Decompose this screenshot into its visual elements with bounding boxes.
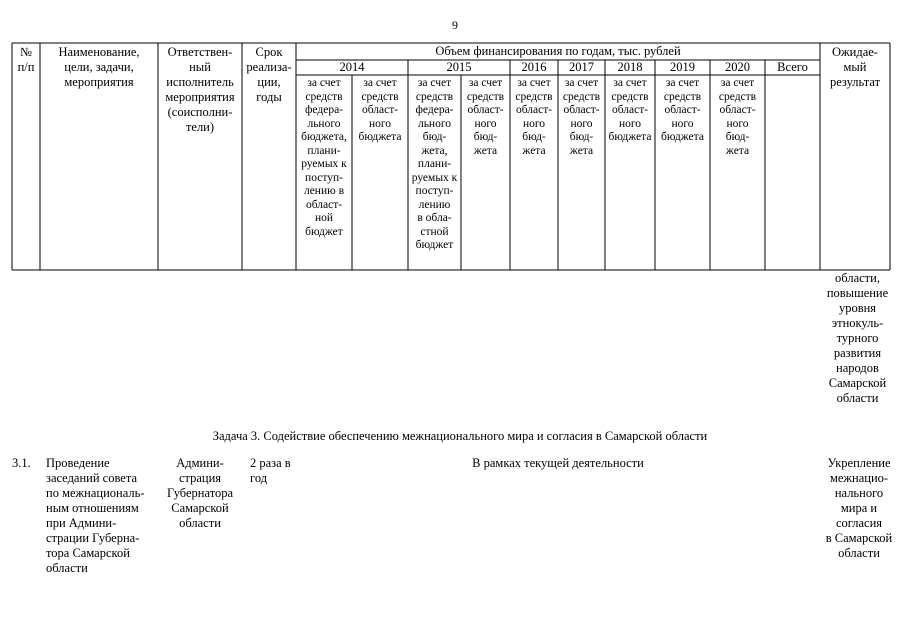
row-responsible: Админи- страция Губернатора Самарской области [166, 456, 234, 530]
sub-2016-regional: за счет средств област- ного бюд- жета [515, 77, 553, 157]
header-funding: Объем финансирования по годам, тыс. рублей [435, 44, 681, 58]
year-2014: 2014 [339, 60, 365, 74]
header-responsible: Ответствен- ный исполнитель мероприятия (соисполни- тели) [165, 45, 235, 134]
year-2015: 2015 [446, 60, 472, 74]
row-number: 3.1. [12, 456, 31, 470]
sub-2015-federal: за счет средств федера- льного бюд- жета, плани- руемых к поступ- лению в обла- стной бюджет [411, 77, 458, 251]
sub-2019-regional: за счет средств област- ного бюджета [661, 77, 704, 143]
page-number: 9 [452, 18, 458, 32]
header-term: Срок реализа- ции, годы [246, 45, 292, 104]
sub-2014-federal: за счет средств федера- льного бюджета, плани- руемых к поступ- лению в област- ной бюджет [301, 77, 347, 238]
header-name: Наименование, цели, задачи, мероприятия [58, 45, 140, 89]
carry-over-result: области, повышение уровня этнокуль- турного развития народов Самарской области [826, 271, 889, 405]
header-num: № п/п [17, 45, 35, 74]
year-2019: 2019 [670, 60, 695, 74]
row-funding: В рамках текущей деятельности [472, 456, 644, 470]
sub-2014-regional: за счет средств област- ного бюджета [358, 77, 402, 143]
sub-2018-regional: за счет средств област- ного бюджета [608, 77, 652, 143]
header-expected-result: Ожидае- мый результат [829, 45, 881, 89]
row-expected-result: Укрепление межнацио- нального мира и согласия в Самарской области [825, 456, 893, 560]
task-heading: Задача 3. Содействие обеспечению межнационального мира и согласия в Самарской области [212, 429, 708, 443]
year-2020: 2020 [725, 60, 750, 74]
row-activity-name: Проведение заседаний совета по межнациональ- ным отношениям при Админи- страции Губерна- тора Самарской области [46, 456, 145, 575]
sub-2015-regional: за счет средств област- ного бюд- жета [466, 77, 505, 157]
year-2018: 2018 [617, 60, 643, 74]
year-2016: 2016 [521, 60, 547, 74]
sub-2017-regional: за счет средств област- ного бюд- жета [562, 77, 601, 157]
row-term: 2 раза в год [250, 456, 291, 485]
sub-2020-regional: за счет средств област- ного бюд- жета [718, 77, 757, 157]
year-2017: 2017 [569, 60, 594, 74]
year-total: Всего [777, 60, 808, 74]
